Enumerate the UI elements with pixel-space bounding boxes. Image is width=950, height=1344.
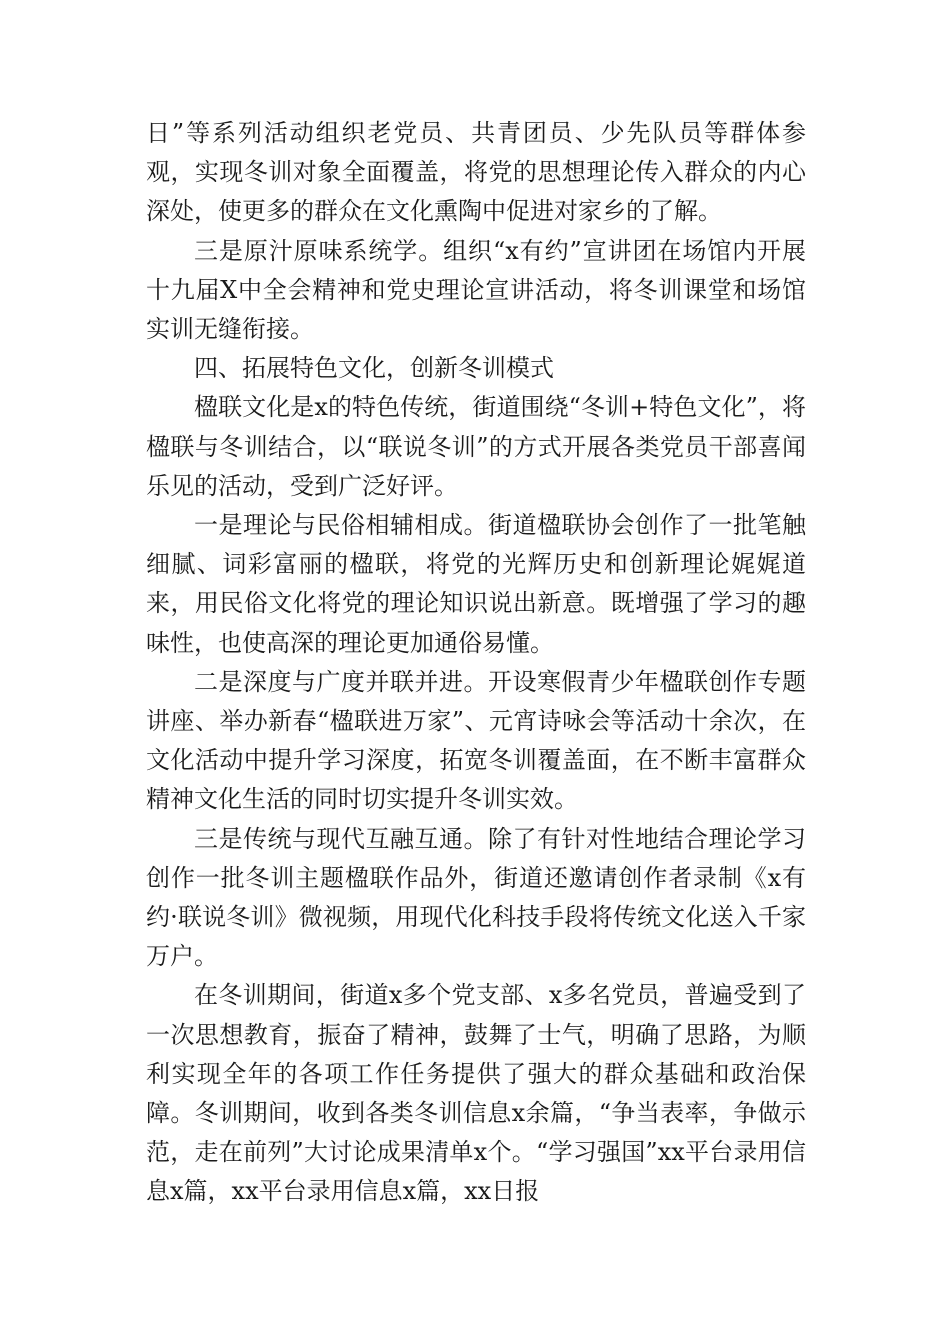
paragraph-point-two-depth-breadth: 二是深度与广度并联并进。开设寒假青少年楹联创作专题讲座、举办新春“楹联进万家”、元宵诗咏会等活动十余次，在文化活动中提升学习深度，拓宽冬训覆盖面，在不断丰富群众精神文化生活的同时切实提升冬训实效。 [146, 667, 806, 814]
paragraph-continuation: 日”等系列活动组织老党员、共青团员、少先队员等群体参观，实现冬训对象全面覆盖，将党的思想理论传入群众的内心深处，使更多的群众在文化熏陶中促进对家乡的了解。 [146, 119, 806, 226]
paragraph-point-three-study: 三是原汁原味系统学。组织“x有约”宣讲团在场馆内开展十九届X中全会精神和党史理论宣讲活动，将冬训课堂和场馆实训无缝衔接。 [146, 236, 806, 344]
paragraph-summary-results: 在冬训期间，街道x多个党支部、x多名党员，普遍受到了一次思想教育，振奋了精神，鼓舞了士气，明确了思路，为顺利实现全年的各项工作任务提供了强大的群众基础和政治保障。冬训期间，收到各类冬训信息x余篇，“争当表率，争做示范，走在前列”大讨论成果清单x个。“学习强国”xx平台录用信息x篇，xx平台录用信息x篇，xx日报 [146, 981, 806, 1206]
paragraph-point-three-tradition-modern: 三是传统与现代互融互通。除了有针对性地结合理论学习创作一批冬训主题楹联作品外，街道还邀请创作者录制《x有约·联说冬训》微视频，用现代化科技手段将传统文化送入千家万户。 [146, 824, 806, 971]
section-heading-four: 四、拓展特色文化，创新冬训模式 [194, 354, 554, 383]
paragraph-point-one-theory-folk: 一是理论与民俗相辅相成。街道楹联协会创作了一批笔触细腻、词彩富丽的楹联，将党的光辉历史和创新理论娓娓道来，用民俗文化将党的理论知识说出新意。既增强了学习的趣味性，也使高深的理论更加通俗易懂。 [146, 511, 806, 657]
paragraph-couplet-culture-intro: 楹联文化是x的特色传统，街道围绕“冬训+特色文化”，将楹联与冬训结合，以“联说冬训”的方式开展各类党员干部喜闻乐见的活动，受到广泛好评。 [146, 393, 806, 500]
document-page [146, 114, 806, 1212]
